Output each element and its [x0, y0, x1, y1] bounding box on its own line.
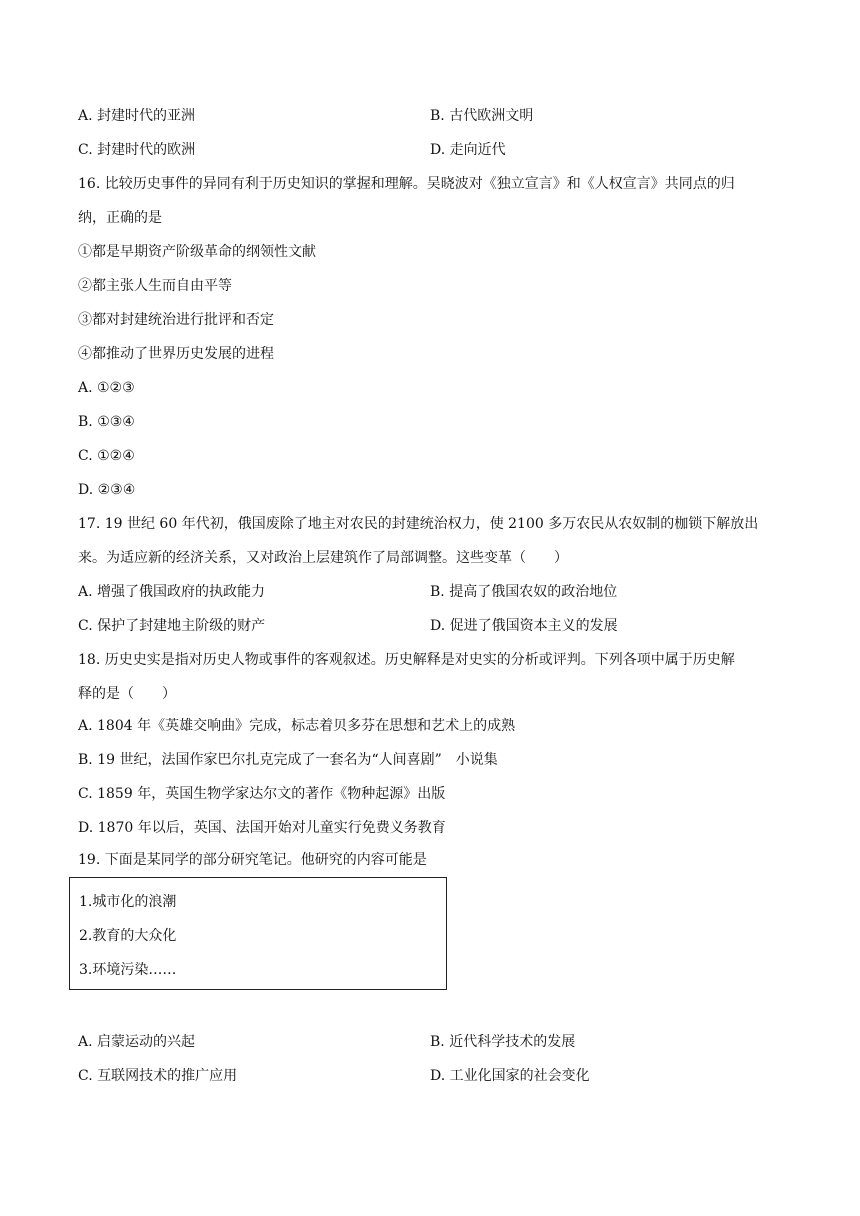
q16-option-a: A. ①②③ [78, 380, 135, 396]
q18-stem-line1: 18. 历史史实是指对历史人物或事件的客观叙述。历史解释是对史实的分析或评判。下列各项中属于历史解 [78, 652, 735, 668]
q16-stem-line2: 纳，正确的是 [78, 210, 162, 226]
q17-stem-line1: 17. 19 世纪 60 年代初，俄国废除了地主对农民的封建统治权力，使 2100 多万农民从农奴制的枷锁下解放出 [78, 516, 759, 532]
q16-stem-line1: 16. 比较历史事件的异同有利于历史知识的掌握和理解。吴晓波对《独立宣言》和《人权宣言》共同点的归 [78, 176, 735, 192]
q16-item-2: ②都主张人生而自由平等 [78, 278, 232, 294]
q15-option-d: D. 走向近代 [430, 142, 506, 158]
q17-option-c: C. 保护了封建地主阶级的财产 [78, 618, 266, 634]
q15-option-a: A. 封建时代的亚洲 [78, 108, 196, 124]
q17-option-d: D. 促进了俄国资本主义的发展 [430, 618, 618, 634]
note-item-3: 3.环境污染…… [79, 962, 177, 978]
q16-option-b: B. ①③④ [78, 414, 135, 430]
q16-item-3: ③都对封建统治进行批评和否定 [78, 312, 274, 328]
note-item-2: 2.教育的大众化 [79, 928, 177, 944]
q17-option-a: A. 增强了俄国政府的执政能力 [78, 584, 266, 600]
q18-option-c: C. 1859 年，英国生物学家达尔文的著作《物种起源》出版 [78, 786, 446, 802]
research-notes-box [69, 877, 447, 990]
q19-option-d: D. 工业化国家的社会变化 [430, 1068, 590, 1084]
q19-stem: 19. 下面是某同学的部分研究笔记。他研究的内容可能是 [78, 852, 427, 868]
q16-item-4: ④都推动了世界历史发展的进程 [78, 346, 274, 362]
q16-option-c: C. ①②④ [78, 448, 135, 464]
q19-option-c: C. 互联网技术的推广应用 [78, 1068, 238, 1084]
q16-option-d: D. ②③④ [78, 482, 136, 498]
q18-stem-line2: 释的是（ ） [78, 686, 176, 702]
q16-item-1: ①都是早期资产阶级革命的纲领性文献 [78, 244, 316, 260]
q18-option-a: A. 1804 年《英雄交响曲》完成，标志着贝多芬在思想和艺术上的成熟 [78, 718, 516, 734]
q17-option-b: B. 提高了俄国农奴的政治地位 [430, 584, 618, 600]
q19-option-b: B. 近代科学技术的发展 [430, 1034, 576, 1050]
q18-option-b: B. 19 世纪，法国作家巴尔扎克完成了一套名为“人间喜剧” 小说集 [78, 752, 498, 768]
note-item-1: 1.城市化的浪潮 [79, 894, 177, 910]
q19-option-a: A. 启蒙运动的兴起 [78, 1034, 196, 1050]
q15-option-b: B. 古代欧洲文明 [430, 108, 534, 124]
q18-option-d: D. 1870 年以后，英国、法国开始对儿童实行免费义务教育 [78, 820, 446, 836]
q17-stem-line2: 来。为适应新的经济关系，又对政治上层建筑作了局部调整。这些变革（ ） [78, 550, 568, 566]
q15-option-c: C. 封建时代的欧洲 [78, 142, 196, 158]
